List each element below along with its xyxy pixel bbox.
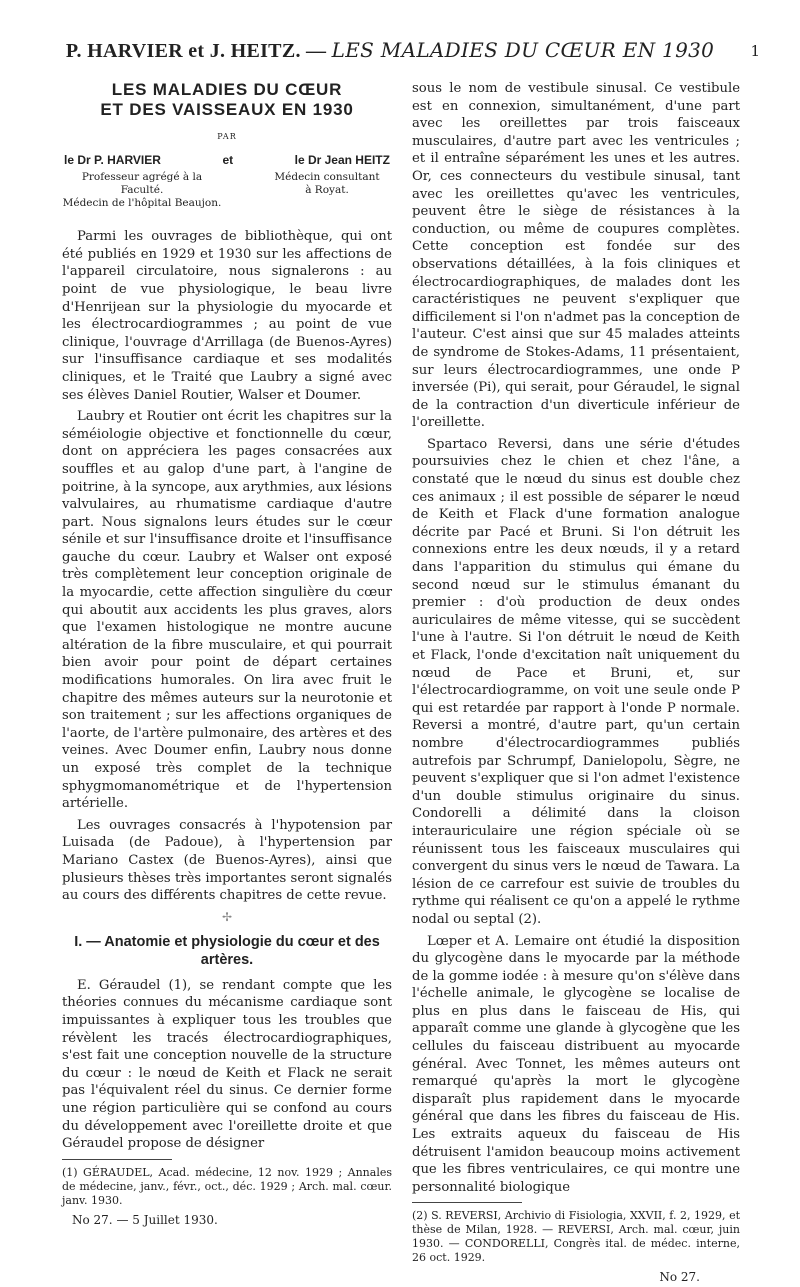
paragraph: E. Géraudel (1), se rendant compte que les théories connues du mécanisme cardiaque sont impuissantes à expliquer tous les troubles que révèlent les tracés électrocardiographiques, s'est fait une conception nouvelle de la structure du cœur : le nœud de Keith et Flack ne serait pas l'équivalent réel du sinus. Ce dernier forme une région particulière qui se confond au cours du développement avec l'oreillette droite et que Géraudel propose de désigner <box>62 977 392 1152</box>
author-1: le Dr P. HARVIER <box>64 152 161 167</box>
author-2-roles <box>262 171 392 210</box>
article-title-line-2: ET DES VAISSEAUX EN 1930 <box>100 100 354 119</box>
author-1-role-1: Professeur agrégé à la Faculté. <box>81 171 203 197</box>
author-1-roles <box>62 171 222 210</box>
author-conjunction: et <box>222 152 234 167</box>
paragraph: sous le nom de vestibule sinusal. Ce vestibule est en connexion, simultanément, d'une part avec les oreillettes par trois faisceaux musculaires, d'autre part avec les ventricules ; et il entraîne séparément les unes et les autres. Or, ces connecteurs du vestibule sinusal, tant avec les oreillettes qu'avec les ventricules, peuvent être le siège de résistances à la conduction, ou même de coupures complètes. Cette conception est fondée sur des observations détaillées, à la fois cliniques et électrocardiographiques, de malades dont les caractéristiques ne peuvent s'expliquer que difficilement si l'on n'admet pas la conception de l'auteur. C'est ainsi que sur 45 malades atteints de syndrome de Stokes-Adams, 11 présentaient, sur leurs électrocardiogrammes, une onde P inversée (Pi), qui serait, pour Géraudel, le signal de la contraction d'un diverticule inférieur de l'oreillette. <box>412 81 740 431</box>
footnote-rule <box>62 1159 172 1160</box>
page-number: 1 <box>750 42 760 60</box>
running-head-authors: P. HARVIER et J. HEITZ. — <box>65 40 332 62</box>
ornament-divider: ✢ <box>221 909 233 924</box>
author-roles <box>62 171 392 210</box>
footnote-rule <box>412 1202 522 1203</box>
article-title <box>62 80 392 120</box>
author-2-role-2: à Royat. <box>305 184 349 197</box>
issue-line: No 27. <box>659 1270 700 1285</box>
running-head <box>60 38 760 72</box>
footnote-2: (2) S. REVERSI, Archivio di Fisiologia, XXVII, f. 2, 1929, et thèse de Milan, 1928. — REVERSI, Arch. mal. cœur, juin 1930. — CONDORELLI, Congrès ital. de médec. interne, 26 oct. 1929. <box>412 1209 740 1265</box>
author-2: le Dr Jean HEITZ <box>294 152 390 167</box>
article-title-line-1: LES MALADIES DU CŒUR <box>111 80 343 99</box>
paragraph: Les ouvrages consacrés à l'hypotension par Luisada (de Padoue), à l'hypertension par Mariano Castex (de Buenos-Ayres), ainsi que plusieurs thèses très importantes seront signalés au cours des différents chapitres de cette revue. <box>62 817 392 904</box>
left-column <box>62 80 392 1229</box>
running-head-text <box>60 38 720 63</box>
section-heading: I. — Anatomie et physiologie du cœur et des artères. <box>74 933 380 968</box>
authors-row <box>62 152 392 170</box>
running-head-title: LES MALADIES DU CŒUR EN 1930 <box>331 38 715 62</box>
paragraph: Laubry et Routier ont écrit les chapitres sur la séméiologie objective et fonctionnelle du cœur, dont on appréciera les pages consacrées aux souffles et au galop d'une part, à l'angine de poitrine, à la syncope, aux arythmies, aux lésions valvulaires, au rhumatisme cardiaque d'autre part. Nous signalons leurs études sur le cœur sénile et sur l'insuffisance droite et l'insuffisance gauche du cœur. Laubry et Walser ont exposé très complètement leur conception originale de la myocardie, cette affection singulière du cœur qui aboutit aux accidents les plus graves, alors que l'examen histologique ne montre aucune altération de la fibre musculaire, et qui pourrait bien avoir pour point de départ certaines modifications humorales. On lira avec fruit le chapitre des mêmes auteurs sur la neurotonie et son traitement ; sur les affections organiques de l'aorte, de l'artère pulmonaire, des artères et des veines. Avec Doumer enfin, Laubry nous donne un exposé très complet de la technique sphygmomanométrique et de l'hypertension artérielle. <box>62 409 392 812</box>
author-1-role-2: Médecin de l'hôpital Beaujon. <box>62 197 222 210</box>
paragraph: Spartaco Reversi, dans une série d'études poursuivies chez le chien et chez l'âne, a constaté que le nœud du sinus est double chez ces animaux ; il est possible de séparer le nœud de Keith et Flack d'une formation analogue décrite par Pacé et Bruni. Si l'on détruit les connexions entre les deux nœuds, il y a retard dans l'apparition du stimulus qui émane du second nœud sur le stimulus émanant du premier : d'où production de deux ondes auriculaires de même vitesse, qui se succèdent l'une à l'autre. Si l'on détruit le nœud de Keith et Flack, l'onde d'excitation naît uniquement du nœud de Pace et Bruni, et, sur l'électrocardiogramme, on voit une seule onde P qui est retardée par rapport à l'onde P normale. Reversi a montré, d'autre part, qu'un certain nombre d'électrocardiogrammes publiés autrefois par Schrumpf, Danielopolu, Sègre, ne peuvent s'expliquer que si l'on admet l'existence d'un double stimulus originaire du sinus. Condorelli a délimité dans la cloison interauriculaire une région spéciale où se réunissent tous les faisceaux musculaires qui convergent du sinus vers le nœud de Tawara. La lésion de ce carrefour est suivie de troubles du rythme qui réalisent ce qu'on a appelé le rythme nodal ou septal (2). <box>412 436 740 927</box>
author-2-role-1: Médecin consultant <box>274 171 380 184</box>
footnote-1: (1) GÉRAUDEL, Acad. médecine, 12 nov. 1929 ; Annales de médecine, janv., févr., oct., déc. 1929 ; Arch. mal. cœur. janv. 1930. <box>62 1165 392 1207</box>
by-label: PAR <box>217 132 237 141</box>
issue-line: No 27. — 5 Juillet 1930. <box>72 1212 218 1227</box>
paragraph: Parmi les ouvrages de bibliothèque, qui ont été publiés en 1929 et 1930 sur les affections de l'appareil circulatoire, nous signalerons : au point de vue physiologique, le beau livre d'Henrijean sur la physiologie du myocarde et les électrocardiogrammes ; au point de vue clinique, l'ouvrage d'Arrillaga (de Buenos-Ayres) sur l'insuffisance cardiaque et ses modalités cliniques, et le Traité que Laubry a signé avec ses élèves Daniel Routier, Walser et Doumer. <box>62 229 392 403</box>
right-column <box>412 80 740 1287</box>
paragraph: Lœper et A. Lemaire ont étudié la disposition du glycogène dans le myocarde par la méthode de la gomme iodée : à mesure qu'on s'élève dans l'échelle animale, le glycogène se localise de plus en plus dans le faisceau de His, qui apparaît comme une glande à glycogène que les cellules du faisceau distribuent au myocarde général. Avec Tonnet, les mêmes auteurs ont remarqué qu'après la mort le glycogène disparaît plus rapidement dans le myocarde général que dans les fibres du faisceau de His. Les extraits aqueux du faisceau de His détruisent l'amidon beaucoup moins activement que les fibres ventriculaires, ce qui montre une personnalité biologique <box>412 933 740 1195</box>
